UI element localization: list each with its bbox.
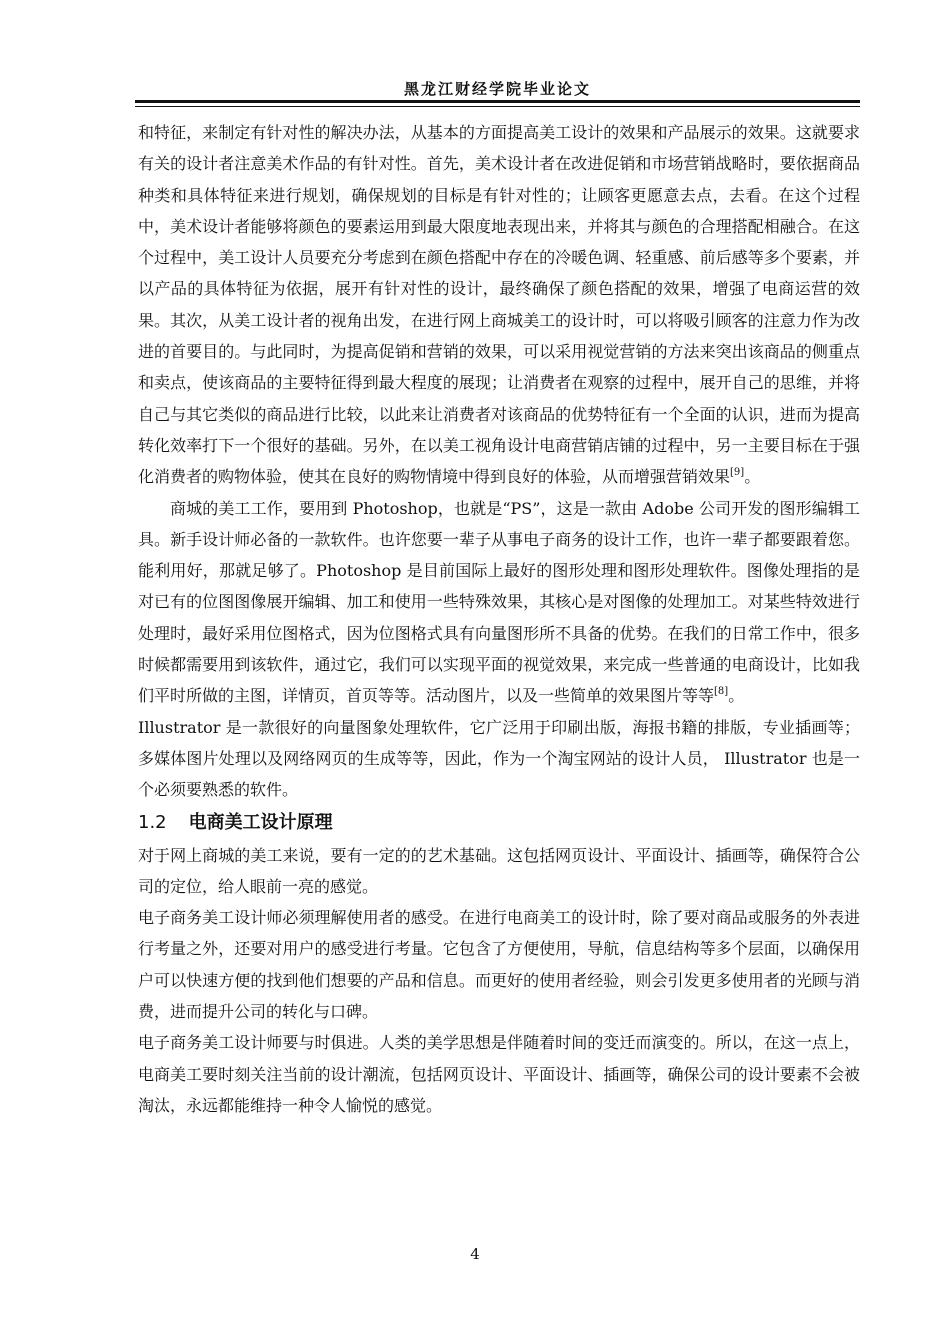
section-paragraph: 电子商务美工设计师要与时俱进。人类的美学思想是伴随着时间的变迁而演变的。所以，在这一点上，电商美工要时刻关注当前的设计潮流，包括网页设计、平面设计、插画等，确保公司的设计要素不会被淘汰，永远都能维持一种令人愉悦的感觉。 [138, 1033, 860, 1115]
paragraph-1-text: 和特征，来制定有针对性的解决办法，从基本的方面提高美工设计的效果和产品展示的效果。这就要求有关的设计者注意美术作品的有针对性。首先，美术设计者在改进促销和市场营销战略时，要依据商品种类和具体特征来进行规划，确保规划的目标是有针对性的；让顾客更愿意去点，去看。在这个过程中，美术设计者能够将颜色的要素运用到最大限度地表现出来，并将其与颜色的合理搭配相融合。在这个过程中，美工设计人员要充分考虑到在颜色搭配中存在的冷暖色调、轻重感、前后感等多个要素，并以产品的具体特征为依据，展开有针对性的设计，最终确保了颜色搭配的效果，增强了电商运营的效果。其次，从美工设计者的视角出发，在进行网上商城美工的设计时，可以将吸引顾客的注意力作为改进的首要目的。与此同时，为提高促销和营销的效果，可以采用视觉营销的方法来突出该商品的侧重点和卖点，使该商品的主要特征得到最大程度的展现；让消费者在观察的过程中，展开自己的思维，并将自己与其它类似的商品进行比较，以此来让消费者对该商品的优势特征有一个全面的认识，进而为提高转化效率打下一个很好的基础。另外，在以美工视角设计电商营销店铺的过程中，另一主要目标在于强化消费者的购物体验，使其在良好的购物情境中得到良好的体验，从而增强营销效果 [138, 123, 860, 487]
section-paragraph: 电子商务美工设计师必须理解使用者的感受。在进行电商美工的设计时，除了要对商品或服务的外表进行考量之外，还要对用户的感受进行考量。它包含了方便使用，导航，信息结构等多个层面，以确保用户可以快速方便的找到他们想要的产品和信息。而更好的使用者经验，则会引发更多使用者的光顾与消费，进而提升公司的转化与口碑。 [138, 908, 860, 1022]
citation-ref: [9] [730, 467, 745, 479]
citation-ref: [8] [714, 686, 729, 698]
page-header: 黑龙江财经学院毕业论文 [403, 80, 591, 98]
header-rule-thin [135, 106, 860, 107]
paragraph-3: Illustrator 是一款很好的向量图象处理软件，它广泛用于印刷出版，海报书籍的排版，专业插画等；多媒体图片处理以及网络网页的生成等等，因此，作为一个淘宝网站的设计人员， Illustrator 也是一个必须要熟悉的软件。 [138, 717, 860, 800]
page-number: 4 [470, 1245, 480, 1263]
paragraph-2-tail: 。 [728, 686, 745, 706]
section-paragraph: 对于网上商城的美工来说，要有一定的的艺术基础。这包括网页设计、平面设计、插画等，确保符合公司的定位，给人眼前一亮的感觉。 [138, 845, 860, 896]
section-title: 电商美工设计原理 [188, 811, 333, 833]
section-heading [138, 806, 860, 840]
paragraph-2 [138, 493, 860, 712]
paragraph-1 [138, 117, 860, 493]
page-body [138, 117, 860, 1121]
paragraph-2-text: 商城的美工工作，要用到 Photoshop，也就是“PS”，这是一款由 Adobe 公司开发的图形编辑工具。新手设计师必备的一款软件。也许您要一辈子从事电子商务的设计工作，也许一辈子都要跟着您。能利用好，那就足够了。Photoshop 是目前国际上最好的图形处理和图形处理软件。图像处理指的是对已有的位图图像展开编辑、加工和使用一些特殊效果，其核心是对图像的处理加工。对某些特效进行处理时，最好采用位图格式，因为位图格式具有向量图形所不具备的优势。在我们的日常工作中，很多时候都需要用到该软件，通过它，我们可以实现平面的视觉效果，来完成一些普通的电商设计，比如我们平时所做的主图，详情页，首页等等。活动图片，以及一些简单的效果图片等等 [138, 498, 860, 706]
paragraph-1-tail: 。 [744, 467, 761, 487]
section-number: 1.2 [138, 811, 167, 833]
header-rule-thick [135, 100, 860, 103]
